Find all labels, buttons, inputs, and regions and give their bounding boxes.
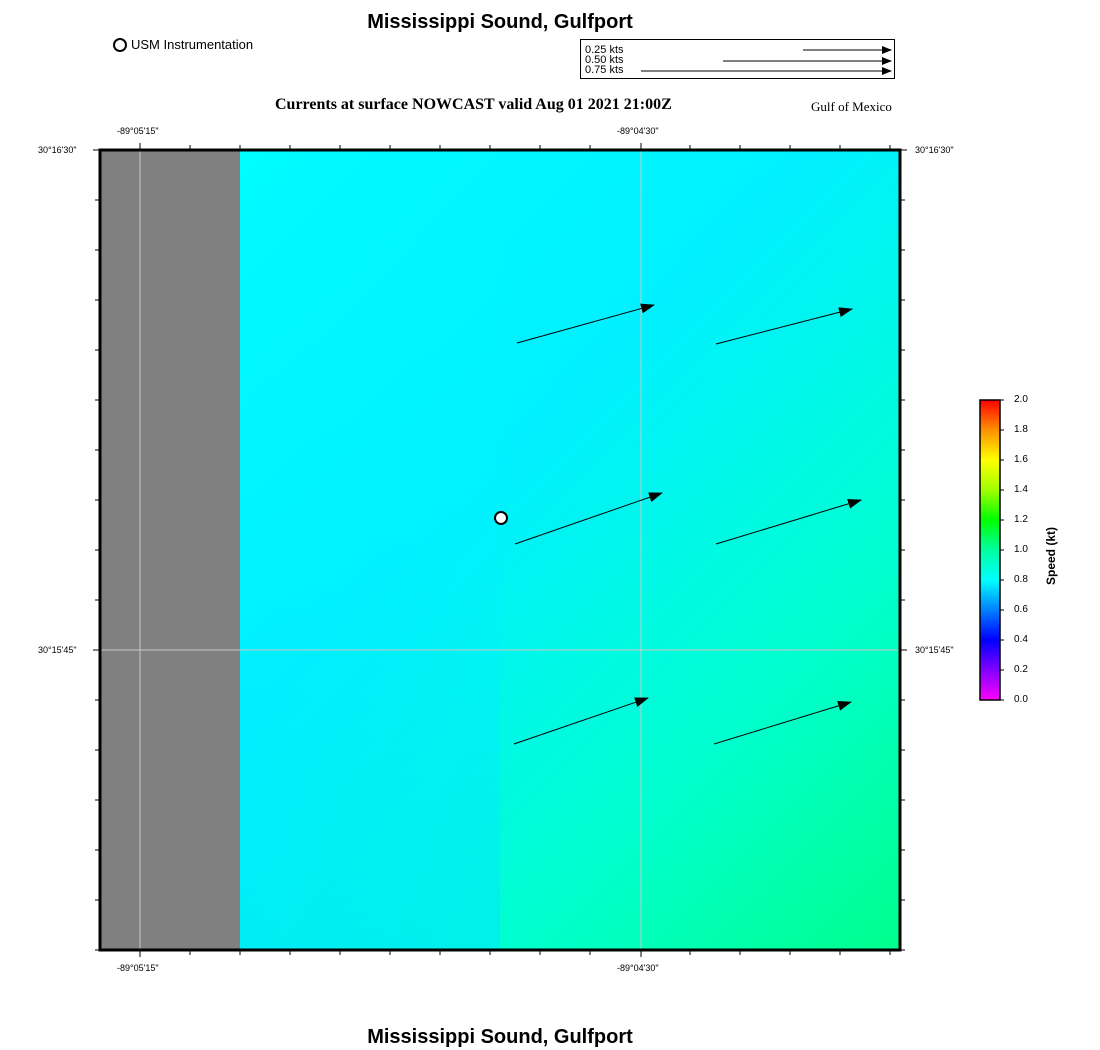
lat-label-right-1: 30°16'30" — [915, 145, 954, 155]
colorbar-tick: 0.4 — [1014, 634, 1028, 645]
footer-title: Mississippi Sound, Gulfport — [367, 1026, 633, 1048]
station-marker-icon — [113, 38, 127, 52]
colorbar-tick: 0.8 — [1014, 574, 1028, 585]
colorbar-title: Speed (kt) — [1044, 526, 1058, 585]
map-frame[interactable] — [90, 140, 910, 960]
colorbar-tick: 1.8 — [1014, 424, 1028, 435]
colorbar-tick: 0.2 — [1014, 664, 1028, 675]
lat-label-right-2: 30°15'45" — [915, 645, 954, 655]
colorbar-tick: 0.6 — [1014, 604, 1028, 615]
scale-label-050: 0.50 kts — [585, 54, 624, 66]
colorbar-tick: 1.2 — [1014, 514, 1028, 525]
colorbar-tick: 2.0 — [1014, 394, 1028, 405]
station-marker — [495, 512, 507, 524]
colorbar — [975, 395, 1005, 705]
colorbar-tick: 0.0 — [1014, 694, 1028, 705]
scale-label-025: 0.25 kts — [585, 44, 624, 56]
lon-label-bottom-2: -89°04'30" — [617, 963, 659, 973]
region-label: Gulf of Mexico — [811, 99, 892, 114]
colorbar-tick: 1.6 — [1014, 454, 1028, 465]
scale-arrows — [581, 40, 894, 78]
lon-label-top-2: -89°04'30" — [617, 126, 659, 136]
map-subtitle: Currents at surface NOWCAST valid Aug 01 2021 21:00Z — [275, 96, 672, 113]
map-title: Mississippi Sound, Gulfport — [367, 11, 633, 33]
station-legend-label: USM Instrumentation — [131, 37, 254, 52]
lat-label-left-1: 30°16'30" — [38, 145, 77, 155]
colorbar-tick: 1.0 — [1014, 544, 1028, 555]
lat-label-left-2: 30°15'45" — [38, 645, 77, 655]
colorbar-tick: 1.4 — [1014, 484, 1028, 495]
vector-scale-legend — [580, 39, 895, 79]
land-area — [100, 150, 240, 950]
station-legend — [113, 37, 253, 52]
scale-label-075: 0.75 kts — [585, 64, 624, 76]
lon-label-bottom-1: -89°05'15" — [117, 963, 159, 973]
lon-label-top-1: -89°05'15" — [117, 126, 159, 136]
